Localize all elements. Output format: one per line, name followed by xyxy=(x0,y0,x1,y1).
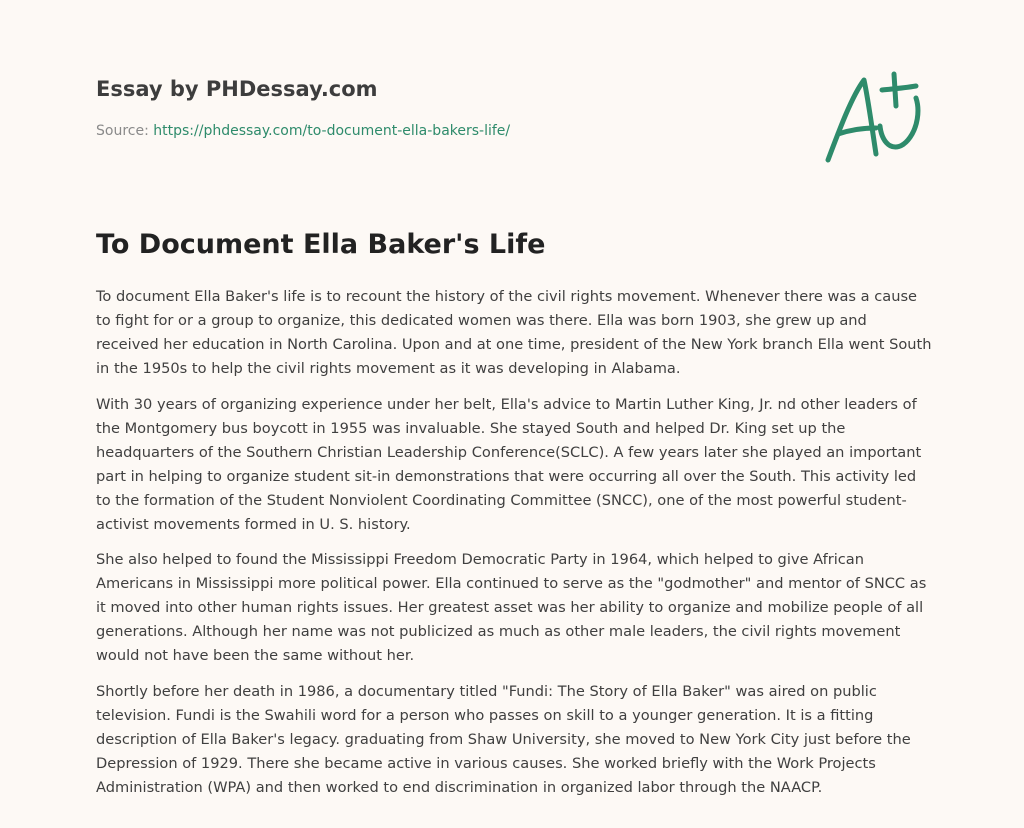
essay-paragraph: Shortly before her death in 1986, a documentary titled "Fundi: The Story of Ella Baker" was aired on public television. Fundi is the Swahili word for a person who passes on skill to a younger generation. It is a fitting description of Ella Baker's legacy. graduating from Shaw University, she moved to New York City just before the Depression of 1929. There she became active in various causes. She worked briefly with the Work Projects Administration (WPA) and then worked to end discrimination in organized labor through the NAACP. xyxy=(96,682,911,796)
source-link[interactable]: https://phdessay.com/to-document-ella-bakers-life/ xyxy=(153,123,511,139)
a-plus-grade-icon xyxy=(820,68,930,168)
essay-paragraph: To document Ella Baker's life is to recount the history of the civil rights movement. Whenever there was a cause to fight for or a group to organize, this dedicated women was there. Ella was born 1903, she grew up and received her education in North Carolina. Upon and at one time, president of the New York branch Ella went South in the 1950s to help the civil rights movement as it was developing in Alabama. xyxy=(96,288,932,377)
essay-paragraph: She also helped to found the Mississippi Freedom Democratic Party in 1964, which helped to give African Americans in Mississippi more political power. Ella continued to serve as the "godmother" and mentor of SNCC as it moved into other human rights issues. Her greatest asset was her ability to organize and mobilize people of all generations. Although her name was not publicized as much as other male leaders, the civil rights movement would not have been the same without her. xyxy=(96,551,927,664)
source-line xyxy=(96,121,796,141)
document-header xyxy=(96,74,796,141)
essay-body xyxy=(96,285,932,811)
source-label: Source: xyxy=(96,123,154,139)
essay-title: To Document Ella Baker's Life xyxy=(96,229,546,260)
essay-paragraph: With 30 years of organizing experience under her belt, Ella's advice to Martin Luther King, Jr. nd other leaders of the Montgomery bus boycott in 1955 was invaluable. She stayed South and helped Dr. King set up the headquarters of the Southern Christian Leadership Conference(SCLC). A few years later she played an important part in helping to organize student sit-in demonstrations that were occurring all over the South. This activity led to the formation of the Student Nonviolent Coordinating Committee (SNCC), one of the most powerful student-activist movements formed in U. S. history. xyxy=(96,395,922,533)
brand-title: Essay by PHDessay.com xyxy=(96,77,378,101)
